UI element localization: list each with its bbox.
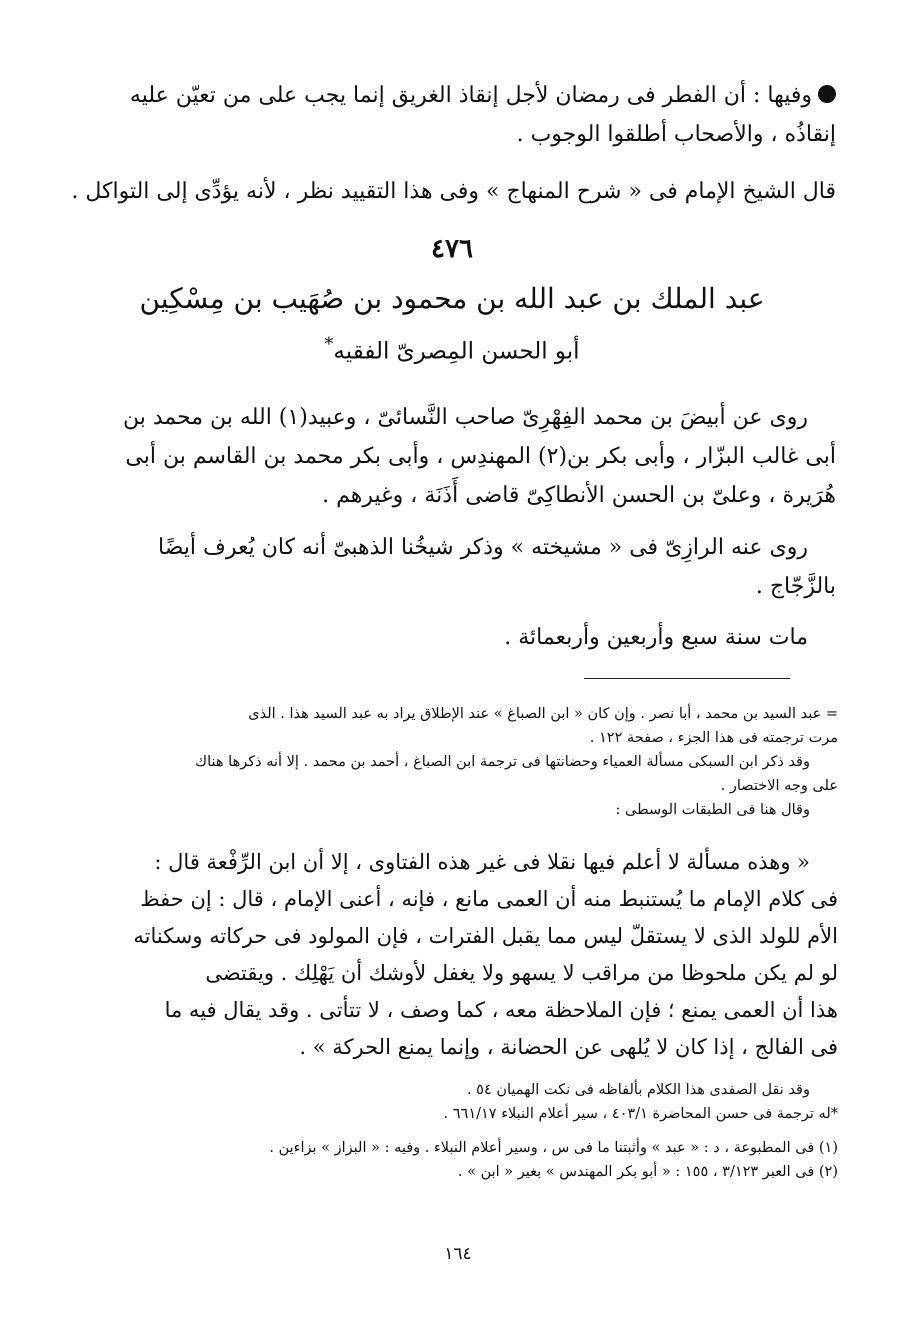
bio-paragraph bbox=[68, 618, 836, 657]
footnote-line: = عبد السيد بن محمد ، أبا نصر . وإن كان « ابن الصباغ » عند الإطلاق يراد به عبد السيد هذا . الذى bbox=[248, 706, 838, 722]
text-line: وفيها : أن الفطر فى رمضان لأجل إنقاذ الغريق إنما يجب على من تعيّن عليه bbox=[68, 76, 836, 115]
text-line: روى عنه الرازِىّ فى « مشيخته » وذكر شيخُنا الذهبىّ أنه كان يُعرف أيضًا bbox=[158, 535, 808, 560]
footnote-line: وقد نقل الصفدى هذا الكلام بألفاظه فى نكت الهميان ٥٤ . bbox=[466, 1082, 810, 1098]
bio-paragraph bbox=[68, 528, 836, 606]
sheikh-comment bbox=[68, 172, 836, 211]
footnote-divider bbox=[584, 678, 790, 679]
quote-line: فى الفالج ، إذا كان لا يُلهى عن الحضانة ، وإنما يمنع الحركة » . bbox=[299, 1035, 838, 1059]
footnote-line: على وجه الاختصار . bbox=[720, 778, 838, 794]
quote-line: « وهذه مسألة لا أعلم فيها نقلا فى غير هذه الفتاوى ، إلا أن ابن الرِّفْعة قال : bbox=[154, 850, 810, 874]
entry-number: ٤٧٦ bbox=[431, 234, 473, 264]
quote-line: هذا أن العمى يمنع ؛ فإن الملاحظة معه ، كما وصف ، لا تتأتى . وقد يقال فيه ما bbox=[164, 998, 838, 1022]
text-line: قال الشيخ الإمام فى « شرح المنهاج » وفى هذا التقييد نظر ، لأنه يؤدِّى إلى التواكل . bbox=[71, 179, 836, 204]
page-number: ١٦٤ bbox=[444, 1244, 472, 1264]
entry-name: عبد الملك بن عبد الله بن محمود بن صُهَيب بن مِسْكِين bbox=[139, 282, 765, 315]
text-line: بالزَّجّاج . bbox=[755, 574, 836, 599]
footnote-1: (١) فى المطبوعة ، د : « عبد » وأثبتنا ما فى س ، وسير أعلام النبلاء . وفيه : « البزاز » بزاءين . bbox=[269, 1140, 838, 1156]
footnote-continuation bbox=[68, 702, 838, 822]
footnote-line: *له ترجمة فى حسن المحاضرة ٤٠٣/١ ، سير أعلام النبلاء ٦٦١/١٧ . bbox=[443, 1106, 838, 1122]
text-line: هُرَيرة ، وعلىّ بن الحسن الأنطاكِىّ قاضى أَذَنَة ، وغيرهم . bbox=[322, 483, 836, 508]
bio-paragraph bbox=[68, 398, 836, 515]
text-line: إنقاذُه ، والأصحاب أطلقوا الوجوب . bbox=[516, 122, 836, 147]
footnote-line: وقد ذكر ابن السبكى مسألة العمياء وحضانتها فى ترجمة ابن الصباغ ، أحمد بن محمد . إلا أنه ذكرها هناك bbox=[195, 754, 810, 770]
quote-line: الأم للولد الذى لا يستقلّ ليس مما يقبل الفترات ، فإن المولود فى حركاته وسكناته bbox=[133, 924, 838, 948]
text-line: روى عن أبيضَ بن محمد الفِهْرِىّ صاحب النَّسائىّ ، وعبيد(١) الله بن محمد بن bbox=[122, 405, 808, 430]
bullet-icon bbox=[818, 85, 836, 103]
opening-paragraph bbox=[68, 76, 836, 154]
text-line: مات سنة سبع وأربعين وأربعمائة . bbox=[504, 625, 808, 650]
footnote-marker: * bbox=[324, 334, 334, 355]
quote-line: لو لم يكن ملحوظا من مراقب لا يسهو ولا يغفل لأوشك أن يَهْلِك . ويقتضى bbox=[205, 961, 838, 985]
footnote-quotation bbox=[68, 844, 838, 1066]
text-line: أبى غالب البزّار ، وأبى بكر بن(٢) المهندِس ، وأبى بكر محمد بن القاسم بن أبى bbox=[125, 444, 836, 469]
footnote-2: (٢) فى العبر ٣/١٢٣ ، ١٥٥ : « أبو بكر المهندس » بغير « ابن » . bbox=[457, 1164, 838, 1180]
footnote-line: مرت ترجمته فى هذا الجزء ، صفحة ١٢٢ . bbox=[589, 730, 838, 746]
quote-line: فى كلام الإمام ما يُستنبط منه أن العمى مانع ، فإنه ، أعنى الإمام ، قال : إن حفظ bbox=[140, 887, 838, 911]
entry-kunya: أبو الحسن المِصرىّ الفقيه* bbox=[324, 334, 580, 365]
footnote-line: وقال هنا فى الطبقات الوسطى : bbox=[615, 802, 810, 818]
footnote-list bbox=[68, 1078, 838, 1184]
